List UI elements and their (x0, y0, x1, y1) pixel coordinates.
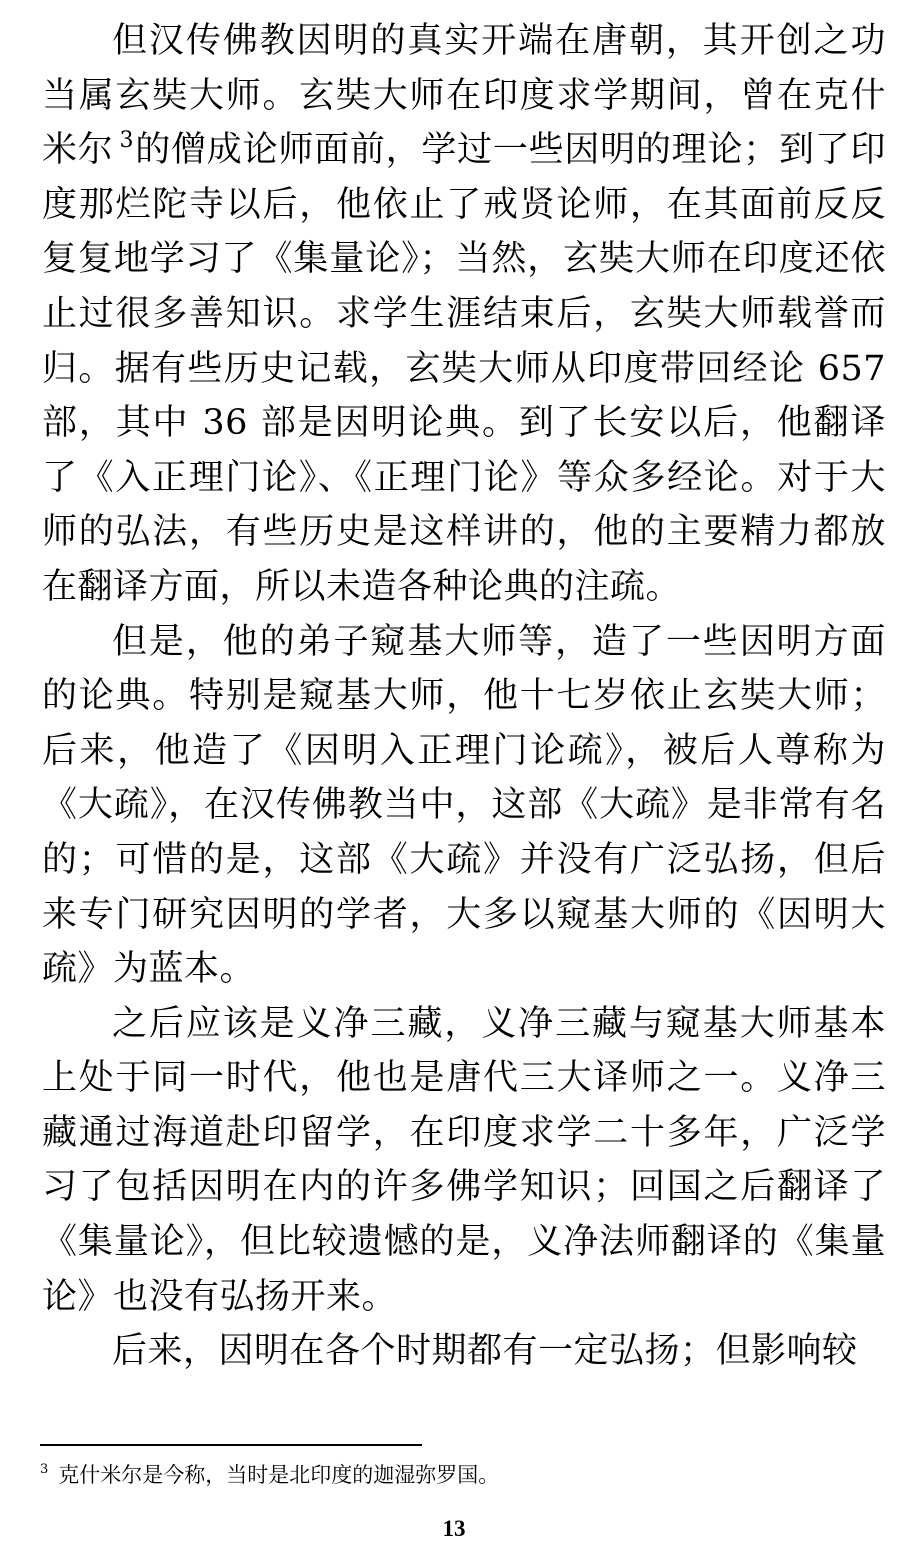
paragraph-2: 但是，他的弟子窥基大师等，造了一些因明方面的论典。特别是窥基大师，他十七岁依止玄奘大师；后来，他造了《因明入正理门论疏》，被后人尊称为《大疏》，在汉传佛教当中，这部《大疏》是非常有名的；可惜的是，这部《大疏》并没有广泛弘扬，但后来专门研究因明的学者，大多以窥基大师的《因明大疏》为蓝本。 (42, 621, 886, 990)
footnote-separator-rule (40, 1444, 422, 1446)
page-number: 13 (442, 1516, 466, 1541)
paragraph-1-text-before-note: 但汉传佛教因明的真实开端在唐朝，其开创之功当属玄奘大师。玄奘大师在印度求学期间，曾在克什米尔 (42, 21, 886, 171)
footnote-reference-marker[interactable]: 3 (119, 128, 135, 154)
paragraph-1 (42, 14, 886, 615)
footnote-text: 克什米尔是今称，当时是北印度的迦湿弥罗国。 (58, 1463, 500, 1487)
main-text (42, 14, 886, 1379)
footnote-marker: 3 (40, 1462, 49, 1477)
paragraph-3: 之后应该是义净三藏，义净三藏与窥基大师基本上处于同一时代，他也是唐代三大译师之一。义净三藏通过海道赴印留学，在印度求学二十多年，广泛学习了包括因明在内的许多佛学知识；回国之后翻译了《集量论》，但比较遗憾的是，义净法师翻译的《集量论》也没有弘扬开来。 (42, 1003, 886, 1317)
paragraph-1-text-after-note: 的僧成论师面前，学过一些因明的理论；到了印度那烂陀寺以后，他依止了戒贤论师，在其面前反反复复地学习了《集量论》；当然，玄奘大师在印度还依止过很多善知识。求学生涯结束后，玄奘大师载誉而归。据有些历史记载，玄奘大师从印度带回经论 657 部，其中 36 部是因明论典。到了长安以后，他翻译了《入正理门论》、《正理门论》等众多经论。对于大师的弘法，有些历史是这样讲的，他的主要精力都放在翻译方面，所以未造各种论典的注疏。 (42, 130, 886, 607)
paragraph-4: 后来，因明在各个时期都有一定弘扬；但影响较 (112, 1331, 858, 1372)
footnote (40, 1460, 880, 1490)
